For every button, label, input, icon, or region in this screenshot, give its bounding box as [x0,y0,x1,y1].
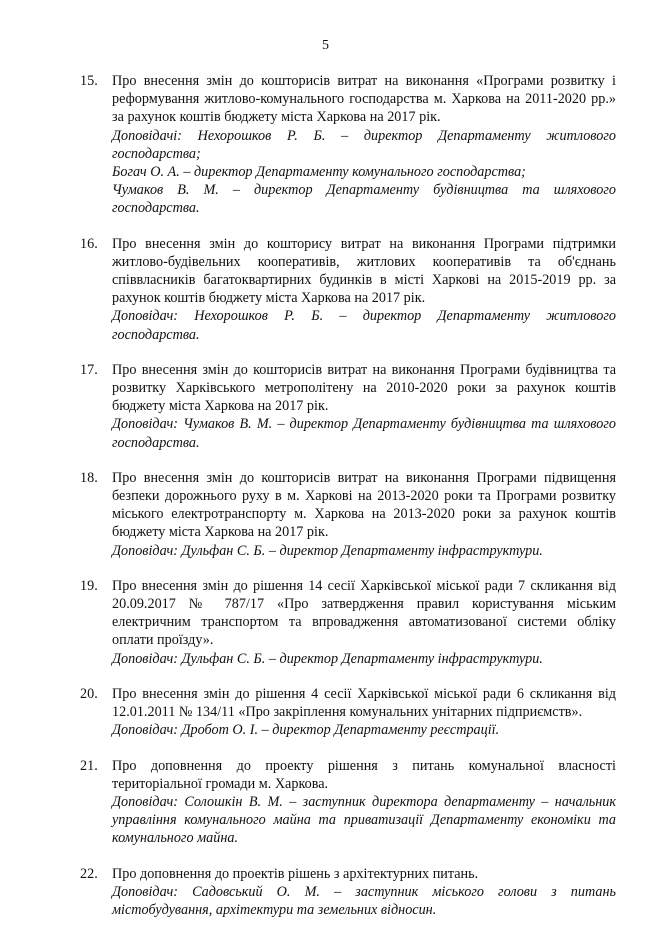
agenda-item-speaker: Доповідач: Дульфан С. Б. – директор Департаменту інфраструктури. [112,650,543,667]
agenda-item-title: Про доповнення до проекту рішення з питань комунальної власності територіальної громади м. Харкова. [112,757,616,792]
agenda-item-number: 17. [80,361,98,378]
agenda-item-number: 15. [80,73,98,89]
agenda-item-number: 19. [80,577,98,594]
agenda-item [80,865,616,920]
agenda-item [80,361,616,452]
agenda-item-number: 20. [80,685,98,702]
agenda-item-speaker: Доповідач: Дробот О. І. – директор Департаменту реєстрації. [112,722,500,739]
agenda-list [80,72,616,936]
agenda-item-title: Про внесення змін до кошторисів витрат на виконання «Програми розвитку і реформування житлово-комунального господарства м. Харкова на 2011-2020 рр.» за рахунок коштів бюджету міста Харкова на 2017 рік. [112,73,616,126]
agenda-item [80,235,616,344]
agenda-item-title: Про внесення змін до рішення 4 сесії Харківської міської ради 6 скликання від 12.01.2011 № 134/11 «Про закріплення комунальних унітарних підприємств». [112,685,616,721]
agenda-item-title: Про внесення змін до кошторисів витрат на виконання Програми підвищення безпеки дорожнього руху в м. Харкові на 2013-2020 роки та Програми розвитку міського електротранспорту м. Харкова на 2013-2020 роки за рахунок коштів бюджету міста Харкова на 2017 рік. [112,469,616,541]
agenda-item-speaker: Доповідач: Солошкін В. М. – заступник директора департаменту – начальник управління комунального майна та приватизації Департаменту економіки та комунального майна. [112,793,616,847]
agenda-item-speaker: Доповідач: Нехорошков Р. Б. – директор Департаменту житлового господарства. [112,308,616,343]
agenda-item-title: Про внесення змін до рішення 14 сесії Харківської міської ради 7 скликання від 20.09.2017 № 787/17 «Про затвердження правил користування міським електричним транспортом та впровадження автоматизованої системи обліку оплати проїзду». [112,577,616,649]
agenda-item-number: 18. [80,469,98,486]
agenda-item [80,685,616,740]
agenda-item [80,469,616,560]
agenda-item-speaker: Доповідачі: Нехорошков Р. Б. – директор Департаменту житлового господарства; [112,127,616,162]
agenda-item-title: Про доповнення до проектів рішень з архітектурних питань. [112,865,479,882]
agenda-item [80,757,616,848]
page-number: 5 [322,38,329,53]
agenda-item-speaker: Доповідач: Садовський О. М. – заступник міського голови з питань містобудування, архітектури та земельних відносин. [112,883,616,918]
agenda-item-speaker: Доповідач: Чумаков В. М. – директор Департаменту будівництва та шляхового господарства. [112,416,616,451]
agenda-item-number: 16. [80,235,98,252]
agenda-item-title: Про внесення змін до кошторису витрат на виконання Програми підтримки житлово-будівельних кооперативів, житлових кооперативів та об'єднань співвласників багатоквартирних будинків в місті Харкові на 2015-2019 рр. за рахунок коштів бюджету міста Харкова на 2017 рік. [112,235,616,307]
agenda-item-speaker: Богач О. А. – директор Департаменту комунального господарства; [112,164,526,181]
agenda-item-number: 21. [80,757,98,774]
agenda-item-speaker: Чумаков В. М. – директор Департаменту будівництва та шляхового господарства. [112,182,616,217]
agenda-item [80,72,616,218]
agenda-item [80,577,616,668]
agenda-item-number: 22. [80,865,98,882]
agenda-item-title: Про внесення змін до кошторисів витрат на виконання Програми будівництва та розвитку Харківського метрополітену на 2010-2020 роки за рахунок коштів бюджету міста Харкова на 2017 рік. [112,361,616,415]
agenda-item-speaker: Доповідач: Дульфан С. Б. – директор Департаменту інфраструктури. [112,542,543,559]
